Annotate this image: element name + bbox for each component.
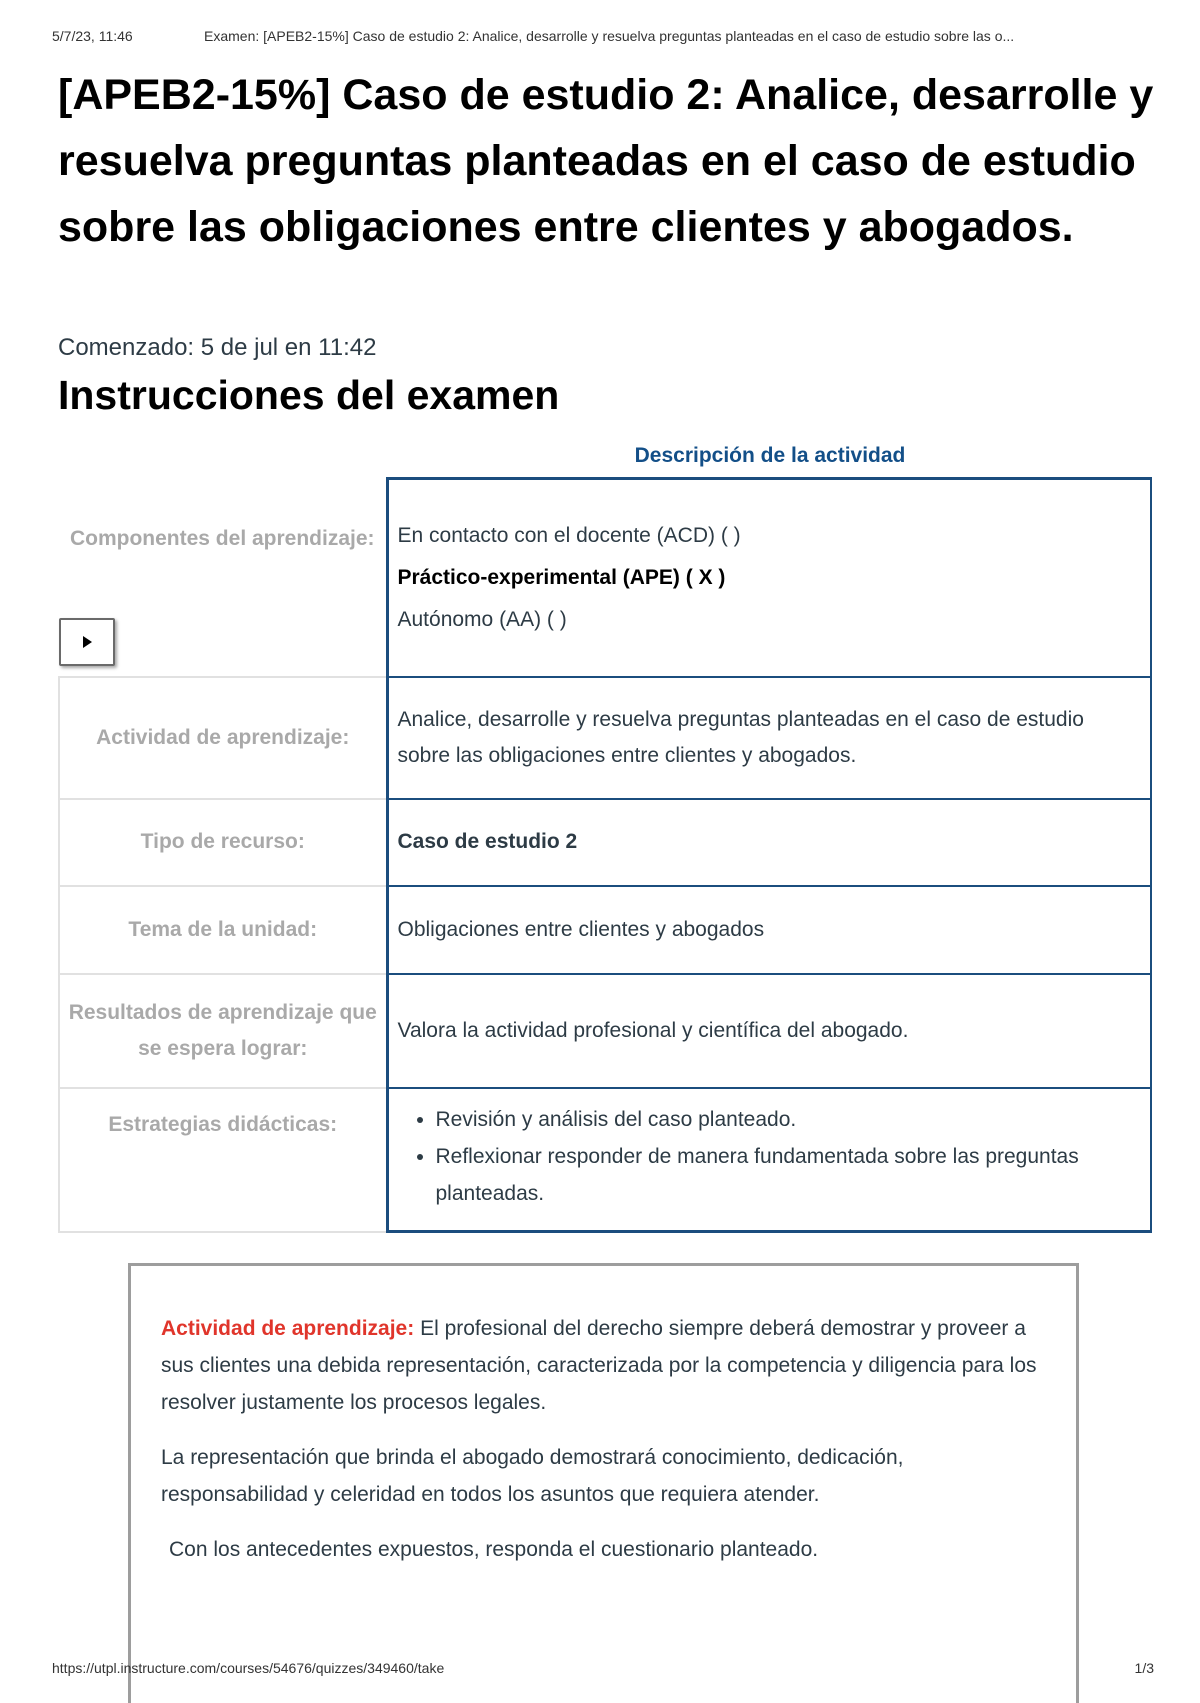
print-url: https://utpl.instructure.com/courses/54676/quizzes/349460/take (52, 1660, 445, 1676)
table-row-components (59, 479, 1151, 677)
activity-paragraph-3: Con los antecedentes expuestos, responda el cuestionario planteado. (169, 1538, 819, 1561)
table-row-strategies (59, 1088, 1151, 1232)
list-item: • Reflexionar responder de manera fundamentada sobre las preguntas planteadas. (436, 1138, 1143, 1212)
list-item: • Revisión y análisis del caso planteado. (436, 1101, 1143, 1138)
activity-description-table (58, 477, 1152, 1233)
print-footer (52, 1660, 1154, 1676)
strategies-list (398, 1101, 1143, 1212)
activity-box-label: Actividad de aprendizaje: (161, 1317, 415, 1340)
components-label-cell (59, 479, 387, 677)
print-document-title: Examen: [APEB2-15%] Caso de estudio 2: Analice, desarrolle y resuelva preguntas planteadas en el caso de estudio sobre las o... (204, 28, 1015, 44)
instructions-heading: Instrucciones del examen (58, 372, 560, 418)
activity-value: Analice, desarrolle y resuelva preguntas planteadas en el caso de estudio sobre las obligaciones entre clientes y abogados. (387, 677, 1151, 799)
activity-paragraph-2: La representación que brinda el abogado demostrará conocimiento, dedicación, responsabilidad y celeridad en todos los asuntos que requiera atender. (161, 1446, 904, 1506)
media-play-button[interactable] (59, 618, 115, 666)
resource-type-label: Tipo de recurso: (59, 799, 387, 886)
quiz-started-time: Comenzado: 5 de jul en 11:42 (58, 334, 377, 361)
activity-paragraph-1 (161, 1310, 1046, 1421)
print-date: 5/7/23, 11:46 (52, 28, 133, 44)
learning-activity-box (128, 1263, 1079, 1703)
expected-results-label: Resultados de aprendizaje que se espera lograr: (59, 974, 387, 1088)
print-page-number: 1/3 (1134, 1660, 1154, 1676)
table-row-resource-type (59, 799, 1151, 886)
resource-type-value: Caso de estudio 2 (387, 799, 1151, 886)
table-row-activity (59, 677, 1151, 799)
component-aa: Autónomo (AA) ( ) (397, 607, 567, 631)
expected-results-value: Valora la actividad profesional y científica del abogado. (387, 974, 1151, 1088)
components-value-cell (387, 479, 1151, 677)
table-caption: Descripción de la actividad (634, 444, 906, 467)
strategies-value-cell (387, 1088, 1151, 1232)
table-row-expected-results (59, 974, 1151, 1088)
component-ape: Práctico-experimental (APE) ( X ) (397, 565, 726, 589)
unit-theme-value: Obligaciones entre clientes y abogados (387, 886, 1151, 974)
activity-box-text: El profesional del derecho siempre deberá demostrar y proveer a sus clientes una debida representación, caracterizada por la competencia y diligencia para los resolver justamente los procesos legales. (161, 1317, 1037, 1414)
print-header (52, 28, 1160, 44)
unit-theme-label: Tema de la unidad: (59, 886, 387, 974)
quiz-title: [APEB2-15%] Caso de estudio 2: Analice, desarrolle y resuelva preguntas planteadas en el caso de estudio sobre las obligaciones entre clientes y abogados. (58, 71, 1154, 251)
table-row-unit-theme (59, 886, 1151, 974)
components-label: Componentes del aprendizaje: (69, 527, 375, 550)
component-acd: En contacto con el docente (ACD) ( ) (397, 523, 741, 547)
strategies-label: Estrategias didácticas: (59, 1088, 387, 1232)
activity-label: Actividad de aprendizaje: (59, 677, 387, 799)
play-icon (80, 635, 94, 649)
